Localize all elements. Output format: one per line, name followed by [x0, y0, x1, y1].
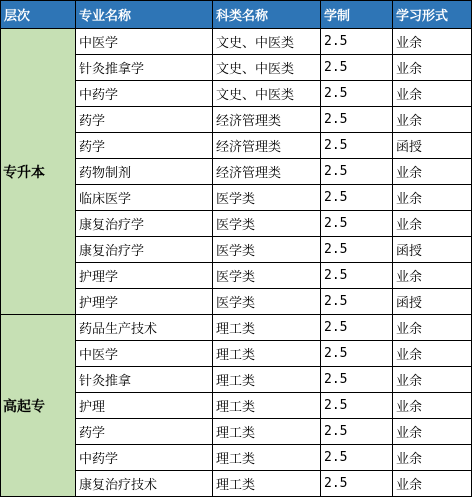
level-cell: 专升本 — [1, 29, 76, 315]
duration-cell: 2.5 — [321, 55, 393, 81]
table-row — [1, 315, 472, 341]
duration-cell: 2.5 — [321, 263, 393, 289]
mode-cell: 业余 — [393, 367, 472, 393]
major-cell: 药学 — [76, 419, 213, 445]
category-cell: 经济管理类 — [213, 159, 321, 185]
header-mode: 学习形式 — [393, 1, 472, 29]
duration-cell: 2.5 — [321, 341, 393, 367]
major-cell: 护理学 — [76, 263, 213, 289]
mode-cell: 业余 — [393, 29, 472, 55]
category-cell: 经济管理类 — [213, 107, 321, 133]
major-cell: 针灸推拿学 — [76, 55, 213, 81]
category-cell: 医学类 — [213, 185, 321, 211]
duration-cell: 2.5 — [321, 81, 393, 107]
category-cell: 文史、中医类 — [213, 29, 321, 55]
duration-cell: 2.5 — [321, 419, 393, 445]
header-row — [1, 1, 472, 29]
category-cell: 医学类 — [213, 263, 321, 289]
duration-cell: 2.5 — [321, 185, 393, 211]
major-cell: 护理 — [76, 393, 213, 419]
mode-cell: 业余 — [393, 341, 472, 367]
header-major: 专业名称 — [76, 1, 213, 29]
category-cell: 理工类 — [213, 419, 321, 445]
category-cell: 理工类 — [213, 471, 321, 497]
mode-cell: 业余 — [393, 315, 472, 341]
category-cell: 医学类 — [213, 211, 321, 237]
category-cell: 理工类 — [213, 341, 321, 367]
duration-cell: 2.5 — [321, 159, 393, 185]
duration-cell: 2.5 — [321, 393, 393, 419]
category-cell: 文史、中医类 — [213, 55, 321, 81]
level-cell: 高起专 — [1, 315, 76, 497]
duration-cell: 2.5 — [321, 133, 393, 159]
major-cell: 药学 — [76, 133, 213, 159]
duration-cell: 2.5 — [321, 289, 393, 315]
mode-cell: 业余 — [393, 185, 472, 211]
category-cell: 文史、中医类 — [213, 81, 321, 107]
major-cell: 中药学 — [76, 445, 213, 471]
mode-cell: 业余 — [393, 263, 472, 289]
mode-cell: 业余 — [393, 419, 472, 445]
category-cell: 医学类 — [213, 237, 321, 263]
mode-cell: 业余 — [393, 445, 472, 471]
major-cell: 护理学 — [76, 289, 213, 315]
table-row — [1, 29, 472, 55]
duration-cell: 2.5 — [321, 29, 393, 55]
mode-cell: 函授 — [393, 237, 472, 263]
header-level: 层次 — [1, 1, 76, 29]
major-cell: 药学 — [76, 107, 213, 133]
major-cell: 临床医学 — [76, 185, 213, 211]
mode-cell: 业余 — [393, 107, 472, 133]
duration-cell: 2.5 — [321, 237, 393, 263]
mode-cell: 业余 — [393, 55, 472, 81]
mode-cell: 函授 — [393, 289, 472, 315]
mode-cell: 业余 — [393, 81, 472, 107]
duration-cell: 2.5 — [321, 445, 393, 471]
major-cell: 康复治疗学 — [76, 237, 213, 263]
major-cell: 康复治疗技术 — [76, 471, 213, 497]
major-cell: 药品生产技术 — [76, 315, 213, 341]
duration-cell: 2.5 — [321, 107, 393, 133]
major-cell: 中药学 — [76, 81, 213, 107]
duration-cell: 2.5 — [321, 471, 393, 497]
major-cell: 中医学 — [76, 341, 213, 367]
major-cell: 康复治疗学 — [76, 211, 213, 237]
category-cell: 经济管理类 — [213, 133, 321, 159]
header-duration: 学制 — [321, 1, 393, 29]
header-category: 科类名称 — [213, 1, 321, 29]
category-cell: 理工类 — [213, 315, 321, 341]
duration-cell: 2.5 — [321, 211, 393, 237]
category-cell: 医学类 — [213, 289, 321, 315]
category-cell: 理工类 — [213, 393, 321, 419]
major-cell: 针灸推拿 — [76, 367, 213, 393]
mode-cell: 业余 — [393, 393, 472, 419]
duration-cell: 2.5 — [321, 315, 393, 341]
category-cell: 理工类 — [213, 367, 321, 393]
mode-cell: 业余 — [393, 211, 472, 237]
major-cell: 中医学 — [76, 29, 213, 55]
category-cell: 理工类 — [213, 445, 321, 471]
mode-cell: 业余 — [393, 471, 472, 497]
mode-cell: 业余 — [393, 159, 472, 185]
major-cell: 药物制剂 — [76, 159, 213, 185]
duration-cell: 2.5 — [321, 367, 393, 393]
mode-cell: 函授 — [393, 133, 472, 159]
